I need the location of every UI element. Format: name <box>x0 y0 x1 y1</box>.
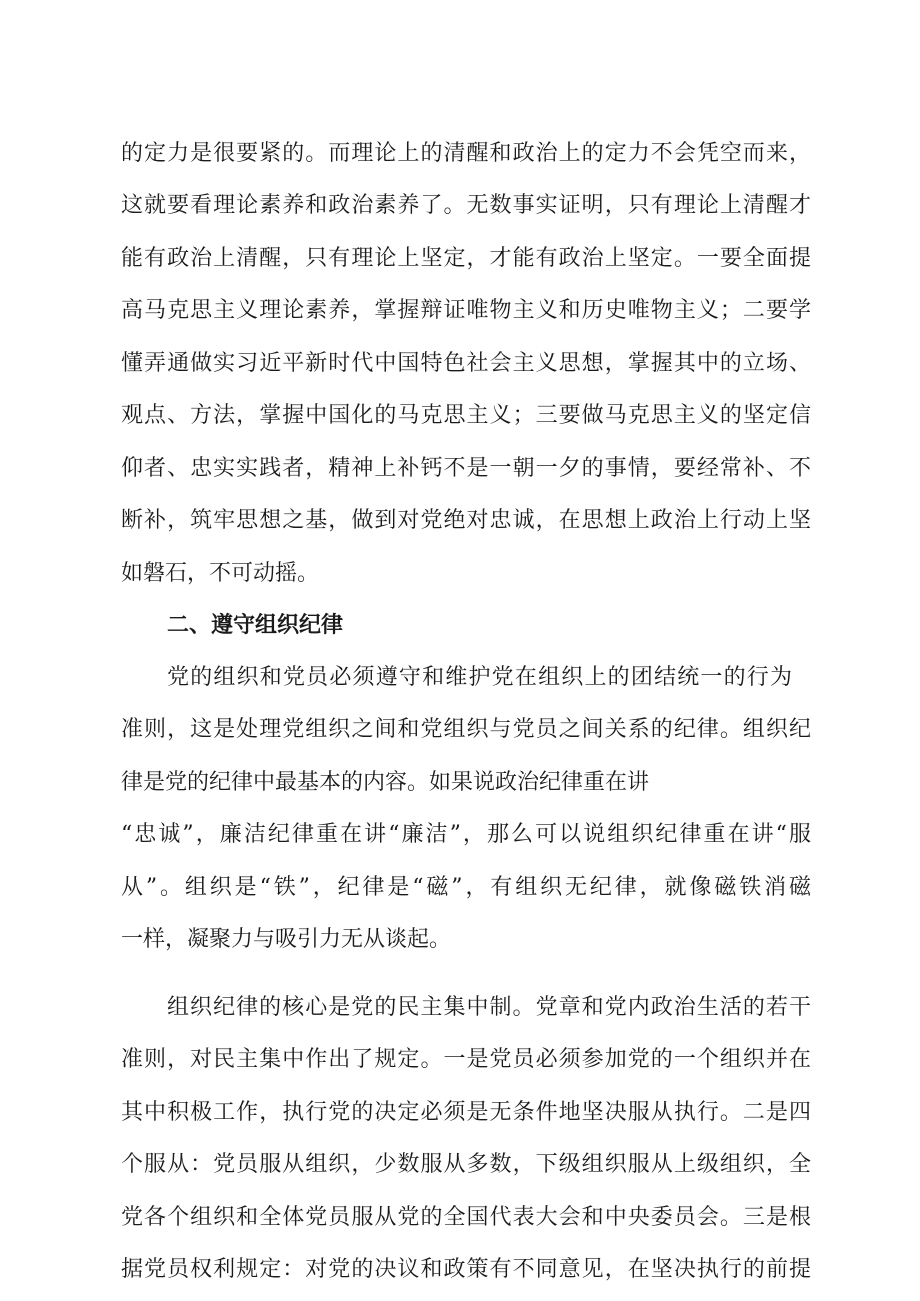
paragraph-3-line-5: 党各个组织和全体党员服从党的全国代表大会和中央委员会。三是根 <box>121 1205 811 1230</box>
paragraph-3-line-6: 据党员权利规定：对党的决议和政策有不同意见，在坚决执行的前提 <box>121 1257 811 1282</box>
paragraph-1-line-5: 懂弄通做实习近平新时代中国特色社会主义思想，掌握其中的立场、 <box>121 351 811 376</box>
paragraph-2-line-4: “忠诚”，廉洁纪律重在讲“廉洁”，那么可以说组织纪律重在讲“服 <box>121 822 811 847</box>
paragraph-2-line-5: 从”。组织是“铁”，纪律是“磁”，有组织无纪律，就像磁铁消磁 <box>121 875 811 900</box>
paragraph-1-line-4: 高马克思主义理论素养，掌握辩证唯物主义和历史唯物主义；二要学 <box>121 298 811 323</box>
paragraph-1-line-2: 这就要看理论素养和政治素养了。无数事实证明，只有理论上清醒才 <box>121 193 811 218</box>
paragraph-3-line-4: 个服从：党员服从组织，少数服从多数，下级组织服从上级组织，全 <box>121 1152 811 1177</box>
paragraph-3-line-1: 组织纪律的核心是党的民主集中制。党章和党内政治生活的若干 <box>167 995 811 1020</box>
paragraph-1-line-6: 观点、方法，掌握中国化的马克思主义；三要做马克思主义的坚定信 <box>121 403 811 428</box>
paragraph-1-line-1: 的定力是很要紧的。而理论上的清醒和政治上的定力不会凭空而来， <box>121 141 811 166</box>
paragraph-1-line-3: 能有政治上清醒，只有理论上坚定，才能有政治上坚定。一要全面提 <box>121 246 811 271</box>
paragraph-1-line-9: 如磐石，不可动摇。 <box>121 561 320 586</box>
paragraph-3-line-2: 准则，对民主集中作出了规定。一是党员必须参加党的一个组织并在 <box>121 1047 811 1072</box>
paragraph-1-line-8: 断补，筑牢思想之基，做到对党绝对忠诚，在思想上政治上行动上坚 <box>121 508 811 533</box>
paragraph-3-line-3: 其中积极工作，执行党的决定必须是无条件地坚决服从执行。二是四 <box>121 1100 811 1125</box>
paragraph-2-line-6: 一样，凝聚力与吸引力无从谈起。 <box>121 927 452 952</box>
paragraph-2-line-3: 律是党的纪律中最基本的内容。如果说政治纪律重在讲 <box>121 770 650 795</box>
paragraph-2-line-1: 党的组织和党员必须遵守和维护党在组织上的团结统一的行为 <box>167 665 792 690</box>
section-heading: 二、遵守组织纪律 <box>167 613 344 638</box>
paragraph-2-line-2: 准则，这是处理党组织之间和党组织与党员之间关系的纪律。组织纪 <box>121 717 811 742</box>
paragraph-1-line-7: 仰者、忠实实践者，精神上补钙不是一朝一夕的事情，要经常补、不 <box>121 456 811 481</box>
